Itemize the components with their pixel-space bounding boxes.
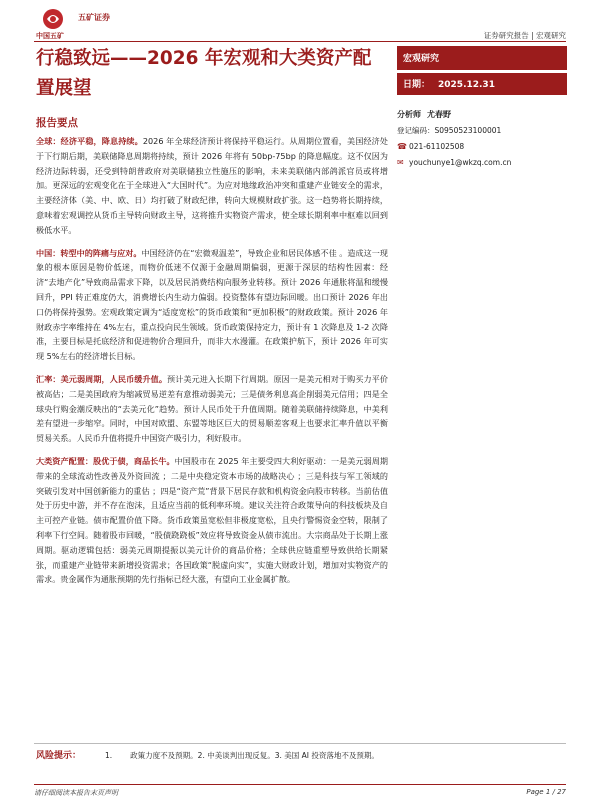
- brand-subtitle: 中国五矿: [36, 32, 64, 40]
- report-sidebar: [397, 46, 567, 168]
- analyst-label: 分析师: [397, 110, 421, 119]
- phone-icon: ☎: [397, 142, 407, 151]
- paragraph-lead: 大类资产配置：股优于债，商品长牛。: [36, 455, 175, 466]
- report-type: 证券研究报告 | 宏观研究: [483, 31, 566, 40]
- paragraph-text: 中国经济仍在“宏微观温差”，导致企业和居民体感不佳 。造成这一现象的根本原因是物价低迷，而物价低迷不仅源于金融周期偏弱，更源于深层的结构性因素：经济“去地产化”导致商品需求下降，以及居民消费结构向服务业转移。预计 2026 年通胀将温和缓慢回升，PPI 转正难度仍大，消费增长内生动力偏弱。投资整体有望边际回暖。出口预计 2026 年出口仍将保持强势。宏观政策定调为“适度宽松”的货币政策和“更加积极”的财政政策。预计 2026 年财政赤字率维持在 4%左右，重点投向民生领域。货币政策保持定力，预计有 1 次降息及 1-2 次降准，主要目标是托底经济和促进物价合理回升，而非大水漫灌。在政策护航下，预计 2026 年可实现 5%左右的经济增长目标。: [36, 247, 388, 362]
- summary-paragraph-china: [36, 246, 388, 364]
- report-title: 行稳致远——2026 年宏观和大类资产配置展望: [36, 48, 372, 99]
- paragraph-lead: 中国：转型中的阵痛与应对。: [36, 247, 142, 258]
- phone-row: [397, 141, 567, 152]
- date-value: 2025.12.31: [438, 80, 495, 90]
- summary-paragraph-fx: [36, 372, 388, 446]
- email-row: [397, 157, 567, 168]
- company-logo: [34, 8, 144, 40]
- risk-divider: [34, 743, 566, 744]
- wkzq-logo-icon: [42, 8, 64, 30]
- date-badge: [397, 73, 567, 95]
- brand-name: 五矿证券: [78, 13, 110, 22]
- paragraph-lead: 全球：经济平稳，降息持续。: [36, 136, 143, 146]
- paragraph-lead: 汇率：美元弱周期，人民币缓升值。: [36, 373, 168, 384]
- section-heading: 报告要点: [36, 117, 78, 129]
- phone-number: 021-61102508: [409, 142, 465, 151]
- footer-disclaimer: 请仔细阅读本报告末页声明: [34, 789, 118, 797]
- summary-body: [36, 134, 388, 595]
- page-number: Page 1 / 27: [526, 788, 566, 796]
- summary-paragraph-global: [36, 134, 388, 238]
- risk-warning: [36, 748, 566, 761]
- registration-code: 登记编码：S0950523100001: [397, 126, 502, 135]
- category-badge: 宏观研究: [397, 46, 567, 70]
- risk-label: 风险提示：: [36, 751, 82, 761]
- header-divider: [34, 41, 566, 42]
- paragraph-text: 中国股市在 2025 年主要受四大利好驱动：一是美元弱周期带来的全球流动性改善及外资回流 ；二是中央稳定资本市场的战略决心 ；三是科技与军工领域的突破引发对中国创新能力的重估 ；四是“资产荒”背景下居民存款和机构资金向股市转移。当前估值处于历史中游，并不存在泡沫，且适应当前的低利率环境。建议关注符合政策导向的科技板块及自主可控产业链。债市配置价值下降。货币政策虽宽松但非极度宽松，且央行警惕资金空转，限制了利率下行空间。随着股市回暖，“股债跷跷板”效应将导致资金从债市流出。大宗商品处于长期上涨周期。驱动逻辑包括：弱美元周期提振以美元计价的商品价格；全球供应链重塑导致供给长期紧张，而重建产业链带来新增投资需求；各国政策“脱虚向实”，实施大财政计划，增加对实物资产的需求。贵金属作为通胀预期的先行指标已经大涨，有望向工业金属扩散。: [36, 455, 388, 585]
- footer-divider: [34, 784, 566, 785]
- risk-item-text: 政策力度不及预期。2. 中美谈判出现反复。3. 美国 AI 投资落地不及预期。: [130, 751, 379, 760]
- risk-item-number: 1.: [105, 751, 113, 760]
- analyst-name: 尤春野: [427, 110, 451, 119]
- paragraph-text: 2026 年全球经济预计将保持平稳运行。从周期位置看，美国经济处于下行期后期，美联储降息周期将持续，预计 2026 年将有 50bp-75bp 的降息幅度。这不仅因为经济边际转弱，还受到特朗普政府对美联储独立性施压的影响，未来美联储内部鸽派官员或将增加。更深远的宏观变化在于全球进入“大国时代”。为应对地缘政治冲突和重建产业链安全的需求，主要经济体（美、中、欧、日）均打破了财政纪律，转向大规模财政扩张。这一趋势将长期持续，意味着宏观调控从货币主导转向财政主导，这将推升实物资产需求，使全球长期利率中枢难以回到极低水平。: [36, 136, 388, 235]
- date-label: 日期：: [403, 80, 431, 90]
- email-icon: ✉: [397, 158, 404, 167]
- email-address[interactable]: youchunye1@wkzq.com.cn: [409, 158, 512, 167]
- paragraph-text: 预计美元进入长期下行周期。原因一是美元相对于购买力平价被高估；二是美国政府为缩减贸易逆差有意推动弱美元；三是债务利息高企削弱美元信用；四是全球央行购金潮反映出的“去美元化”趋势。预计人民币处于升值周期。随着美联储持续降息，中美利差有望进一步缩窄。同时，中国对欧盟、东盟等地区巨大的贸易顺差客观上也要求汇率升值以平衡贸易关系。人民币升值将提升中国资产吸引力，利好股市。: [36, 373, 388, 444]
- summary-paragraph-assets: [36, 454, 388, 587]
- analyst-line: [397, 109, 567, 120]
